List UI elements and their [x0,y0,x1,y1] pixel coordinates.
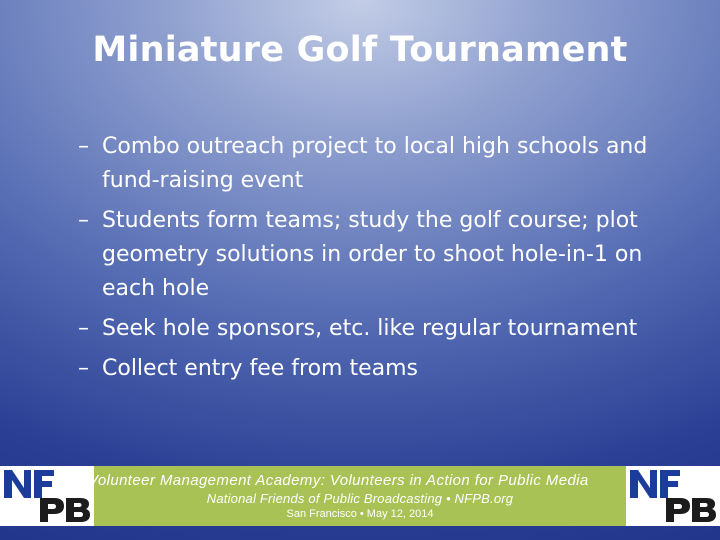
bullet-list [78,130,688,392]
bullet-text: Collect entry fee from teams [102,356,418,381]
bullet-item [78,130,688,198]
bullet-text: Combo outreach project to local high schools and fund-raising event [102,134,648,193]
nfpb-logo-right [626,466,720,526]
slide-title: Miniature Golf Tournament [92,30,628,70]
bullet-text: Seek hole sponsors, etc. like regular tournament [102,316,638,341]
footer-academy-line: Volunteer Management Academy: Volunteers in Action for Public Media [88,472,589,489]
footer-band [0,466,720,526]
bullet-dash: – [78,356,89,381]
bullet-item [78,204,688,306]
footer-org-line: National Friends of Public Broadcasting • NFPB.org [206,491,514,506]
bullet-item [78,312,688,346]
bullet-dash: – [78,134,89,159]
bullet-text: Students form teams; study the golf course; plot geometry solutions in order to shoot hole-in-1 on each hole [102,208,643,301]
bullet-dash: – [78,316,89,341]
footer-date-line: San Francisco • May 12, 2014 [286,508,434,520]
bullet-dash: – [78,208,89,233]
bullet-item [78,352,688,386]
